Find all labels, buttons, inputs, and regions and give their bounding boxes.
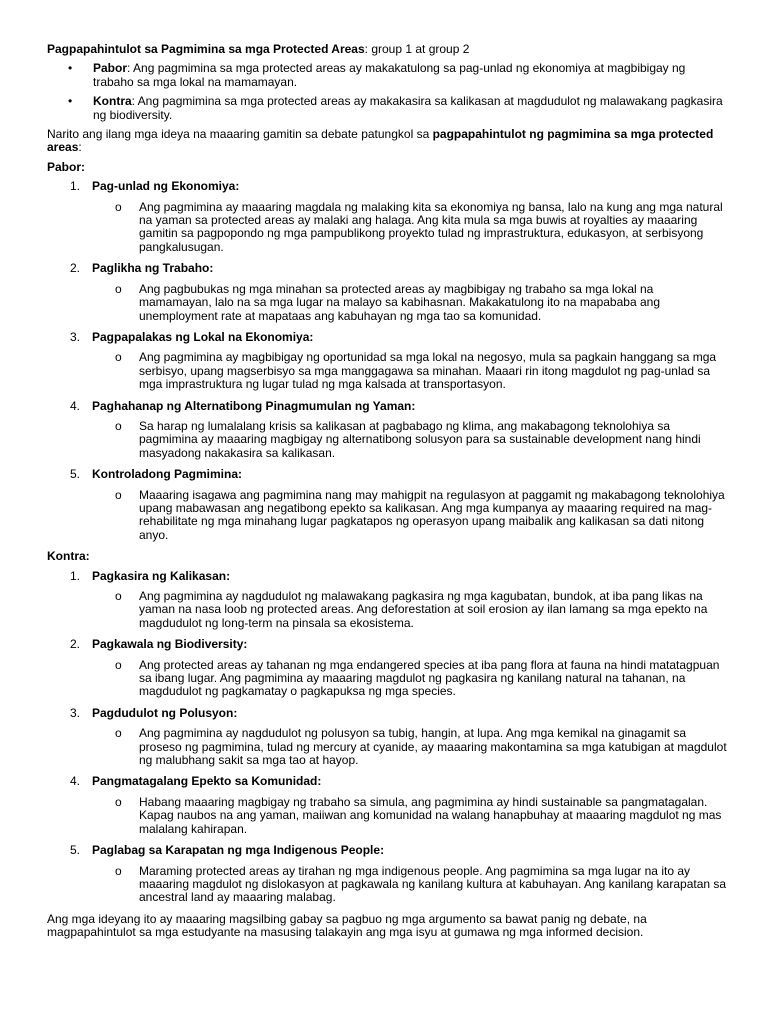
item-title: Pagkasira ng Kalikasan: bbox=[92, 568, 231, 583]
list-item-heading bbox=[47, 844, 728, 857]
item-title: Paghahanap ng Alternatibong Pinagmumulan ng Yaman: bbox=[92, 398, 416, 413]
sub-bullet-icon: o bbox=[115, 487, 122, 502]
sub-bullet-icon: o bbox=[115, 726, 122, 741]
position-item-kontra bbox=[47, 95, 728, 122]
bullet-icon: • bbox=[68, 61, 73, 76]
item-text: Ang protected areas ay tahanan ng mga endangered species at iba pang flora at fauna na hindi matatagpuan sa ibang lugar. Ang pagmimina ay maaaring magdulot ng pagkasira ng kanilang natural na tahanan, na magdudulot ng pagkamatay o pagkapuksa ng mga species. bbox=[139, 657, 720, 699]
list-item-heading bbox=[47, 262, 728, 275]
list-item-detail bbox=[47, 659, 728, 699]
position-item-pabor bbox=[47, 62, 728, 89]
item-text: Ang pagmimina ay magbibigay ng oportunidad sa mga lokal na negosyo, mula sa pagkain hanggang sa mga serbisyo, upang magserbisyo sa mga manggagawa sa minahan. Maaari rin itong magdulot ng pag-unlad sa mga imprastruktura ng lugar tulad ng mga kalsada at transportasyon. bbox=[139, 350, 717, 392]
item-title: Pangmatagalang Epekto sa Komunidad: bbox=[92, 774, 322, 789]
closing-paragraph: Ang mga ideyang ito ay maaaring magsilbing gabay sa pagbuo ng mga argumento sa bawat panig ng debate, na magpapahintulot sa mga estudyante na masusing talakayin ang mga isyu at gumawa ng mga informed decision. bbox=[47, 911, 647, 940]
item-text: Ang pagbubukas ng mga minahan sa protected areas ay magbibigay ng trabaho sa mga lokal na mamamayan, lalo na sa mga lugar na malayo sa kabihasnan. Makakatulong ito na mapababa ang unemployment rate at mapataas ang kabuhayan ng mga tao sa komunidad. bbox=[139, 281, 660, 323]
sub-bullet-icon: o bbox=[115, 794, 122, 809]
position-label: Kontra bbox=[93, 94, 132, 109]
bullet-icon: • bbox=[68, 94, 73, 109]
position-label: Pabor bbox=[93, 61, 128, 76]
section-heading-kontra: Kontra: bbox=[47, 549, 90, 564]
sub-bullet-icon: o bbox=[115, 418, 122, 433]
list-item-heading bbox=[47, 775, 728, 788]
positions-list bbox=[47, 62, 728, 122]
intro-paragraph bbox=[47, 128, 728, 155]
item-title: Pagdudulot ng Polusyon: bbox=[92, 705, 238, 720]
list-item-heading bbox=[47, 707, 728, 720]
sub-bullet-icon: o bbox=[115, 350, 122, 365]
item-number: 3. bbox=[70, 329, 81, 344]
item-number: 2. bbox=[70, 261, 81, 276]
list-item-detail bbox=[47, 420, 728, 460]
list-item-detail bbox=[47, 283, 728, 323]
list-item-detail bbox=[47, 865, 728, 905]
sub-bullet-icon: o bbox=[115, 589, 122, 603]
list-item-detail bbox=[47, 351, 728, 391]
item-text: Ang pagmimina ay maaaring magdala ng malaking kita sa ekonomiya ng bansa, lalo na kung ang mga natural na yaman sa protected areas ay malaki ang halaga. Ang kita mula sa mga buwis at royalties ay maaaring gamitin sa pagpopondo ng mga pampublikong proyekto tulad ng imprastruktura, edukasyon, at serbisyong pangkalusugan. bbox=[139, 199, 723, 254]
title-bold: Pagpapahintulot sa Pagmimina sa mga Protected Areas bbox=[47, 42, 365, 56]
item-title: Paglabag sa Karapatan ng mga Indigenous People: bbox=[92, 843, 385, 858]
item-number: 4. bbox=[70, 398, 81, 413]
item-text: Habang maaaring magbigay ng trabaho sa simula, ang pagmimina ay hindi sustainable sa pangmatagalan. Kapag naubos na ang yaman, maiiwan ang komunidad na walang hanapbuhay at maaaring magdulot ng mas malalang kahirapan. bbox=[139, 794, 722, 836]
item-number: 1. bbox=[70, 568, 81, 583]
section-heading-pabor: Pabor: bbox=[47, 159, 86, 174]
item-title: Pagpapalakas ng Lokal na Ekonomiya: bbox=[92, 329, 314, 344]
list-item-heading bbox=[47, 468, 728, 481]
intro-bold: pagpapahintulot ng pagmimina sa mga protected areas bbox=[47, 127, 714, 155]
intro-end: : bbox=[78, 140, 82, 155]
item-number: 2. bbox=[70, 637, 81, 652]
list-item-heading bbox=[47, 331, 728, 344]
sub-bullet-icon: o bbox=[115, 863, 122, 878]
list-item-heading bbox=[47, 570, 728, 583]
list-item-detail bbox=[47, 796, 728, 836]
item-text: Maaaring isagawa ang pagmimina nang may mahigpit na regulasyon at paggamit ng makabagong teknolohiya upang mabawasan ang negatibong epekto sa kalikasan. Ang mga kumpanya ay maaaring required na mag-rehabilitate ng mga minahang lugar pagkatapos ng operasyon upang maibalik ang kalikasan sa dati nitong anyo. bbox=[139, 487, 725, 542]
list-item-heading bbox=[47, 180, 728, 193]
list-item-heading bbox=[47, 400, 728, 413]
item-text: Ang pagmimina ay nagdudulot ng polusyon sa tubig, hangin, at lupa. Ang mga kemikal na ginagamit sa proseso ng pagmimina, tulad ng mercury at cyanide, ay maaaring makontamina sa mga katubigan at magdulot ng malubhang sakit sa mga tao at hayop. bbox=[139, 726, 727, 768]
list-item-detail bbox=[47, 201, 728, 255]
list-item-detail bbox=[47, 489, 728, 543]
intro-text: Narito ang ilang mga ideya na maaaring gamitin sa debate patungkol sa bbox=[47, 127, 433, 142]
item-number: 1. bbox=[70, 179, 81, 194]
list-item-heading bbox=[47, 638, 728, 651]
item-number: 5. bbox=[70, 843, 81, 858]
item-text: Sa harap ng lumalalang krisis sa kalikasan at pagbabago ng klima, ang makabagong teknolohiya sa pagmimina ay maaaring magbigay ng alternatibong solusyon para sa sustainable development nang hindi masyadong nakakasira sa kalikasan. bbox=[139, 418, 701, 460]
item-title: Pagkawala ng Biodiversity: bbox=[92, 637, 248, 652]
position-text: : Ang pagmimina sa mga protected areas ay makakatulong sa pag-unlad ng ekonomiya at magbibigay ng trabaho sa mga lokal na mamamayan. bbox=[93, 61, 686, 89]
sub-bullet-icon: o bbox=[115, 657, 122, 672]
item-number: 4. bbox=[70, 774, 81, 789]
document-title bbox=[47, 43, 728, 56]
item-title: Kontroladong Pagmimina: bbox=[92, 467, 242, 482]
item-title: Pag-unlad ng Ekonomiya: bbox=[92, 179, 240, 194]
item-number: 3. bbox=[70, 705, 81, 720]
list-item-detail bbox=[47, 727, 728, 767]
title-rest: : group 1 at group 2 bbox=[364, 42, 470, 56]
item-text: Maraming protected areas ay tirahan ng mga indigenous people. Ang pagmimina sa mga lugar na ito ay maaaring magdulot ng dislokasyon at pagkawala ng kanilang kultura at kabuhayan. Ang kanilang karapatan sa ancestral land ay maaaring malabag. bbox=[139, 863, 727, 905]
position-text: : Ang pagmimina sa mga protected areas ay makakasira sa kalikasan at magdudulot ng malawakang pagkasira ng biodiversity. bbox=[93, 94, 723, 122]
sub-bullet-icon: o bbox=[115, 199, 122, 214]
sub-bullet-icon: o bbox=[115, 281, 122, 296]
item-number: 5. bbox=[70, 467, 81, 482]
list-item-detail bbox=[47, 590, 728, 630]
item-title: Paglikha ng Trabaho: bbox=[92, 261, 214, 276]
item-text: Ang pagmimina ay nagdudulot ng malawakang pagkasira ng mga kagubatan, bundok, at iba pang likas na yaman na nasa loob ng protected areas. Ang deforestation at soil erosion ay ilan lamang sa mga epekto na magdudulot ng long-term na pinsala sa ekosistema. bbox=[139, 589, 708, 630]
